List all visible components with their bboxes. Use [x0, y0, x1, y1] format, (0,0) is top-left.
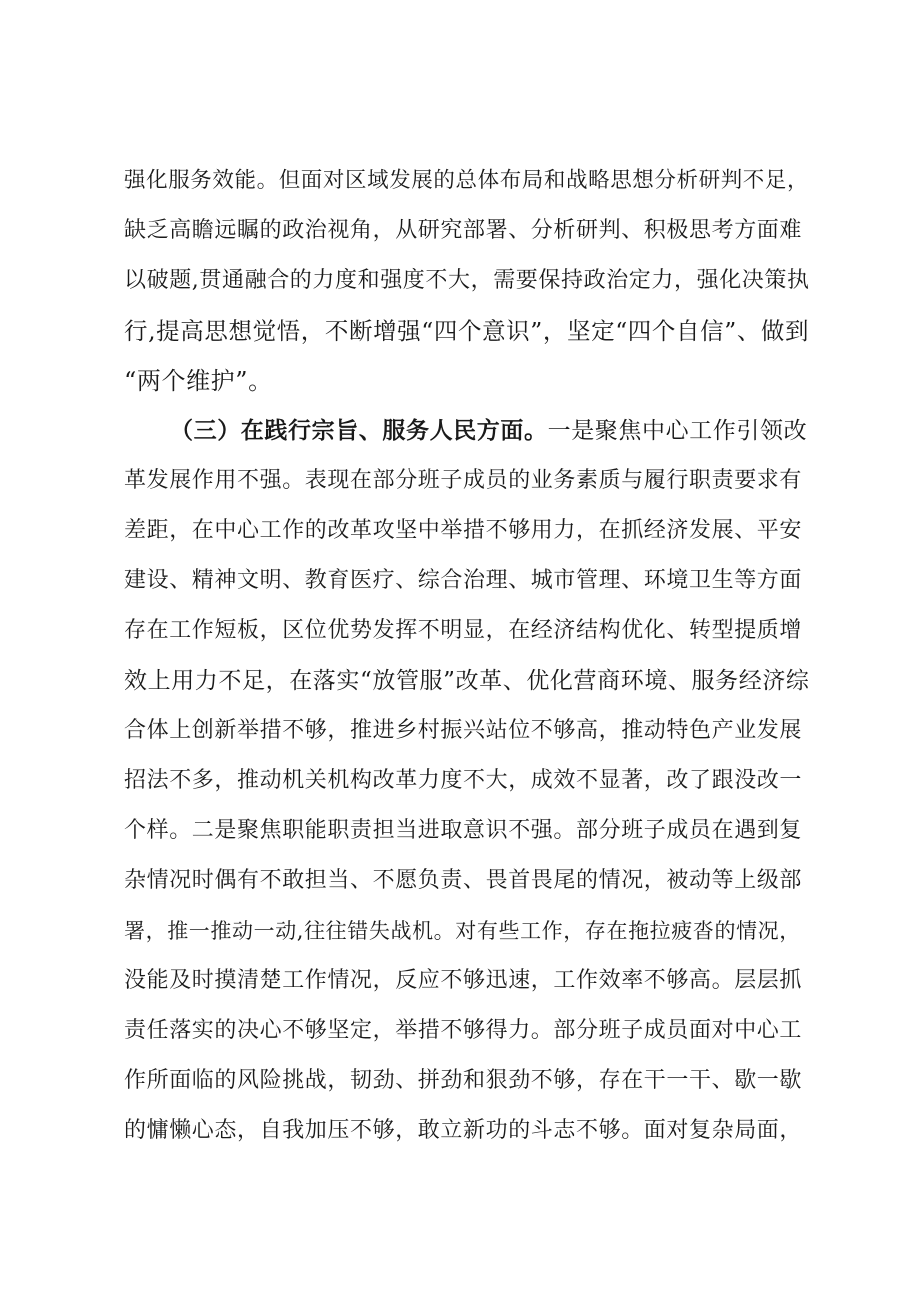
text-span: 一是聚焦中心工作引领改 [547, 418, 808, 444]
text-line: 缺乏高瞻远瞩的政治视角，从研究部署、分析研判、积极思考方面难 [124, 218, 803, 243]
text-line: 革发展作用不强。表现在部分班子成员的业务素质与履行职责要求有 [124, 468, 803, 493]
text-line: 差距，在中心工作的改革攻坚中举措不够用力，在抓经济发展、平安 [124, 518, 803, 543]
text-line: 没能及时摸清楚工作情况，反应不够迅速，工作效率不够高。层层抓 [124, 968, 803, 993]
text-line: 杂情况时偶有不敢担当、不愿负责、畏首畏尾的情况，被动等上级部 [124, 868, 803, 893]
text-line: “两个维护”。 [124, 367, 273, 395]
paragraph-first-line [170, 416, 807, 446]
text-line: 存在工作短板，区位优势发挥不明显，在经济结构优化、转型提质增 [124, 618, 803, 643]
text-line: 行,提高思想觉悟，不断增强“四个意识”，坚定“四个自信”、做到 [124, 317, 810, 345]
text-line: 强化服务效能。但面对区域发展的总体布局和战略思想分析研判不足， [124, 168, 810, 193]
text-line: 的慵懒心态，自我加压不够，敢立新功的斗志不够。面对复杂局面， [124, 1118, 803, 1143]
text-line: 招法不多，推动机关机构改革力度不大，成效不显著，改了跟没改一 [124, 768, 803, 793]
text-line: 效上用力不足，在落实“放管服”改革、优化营商环境、服务经济综 [124, 668, 810, 694]
text-line: 合体上创新举措不够，推进乡村振兴站位不够高，推动特色产业发展 [124, 718, 803, 743]
section-heading: （三）在践行宗旨、服务人民方面。 [170, 417, 548, 444]
text-line: 署，推一推动一动,往往错失战机。对有些工作，存在拖拉疲沓的情况， [124, 919, 801, 943]
text-line: 以破题,贯通融合的力度和强度不大，需要保持政治定力，强化决策执 [124, 268, 810, 293]
text-line: 作所面临的风险挑战，韧劲、拼劲和狠劲不够，存在干一干、歇一歇 [124, 1068, 803, 1093]
text-line: 责任落实的决心不够坚定，举措不够得力。部分班子成员面对中心工 [124, 1018, 803, 1043]
text-line: 个样。二是聚焦职能职责担当进取意识不强。部分班子成员在遇到复 [124, 818, 803, 843]
text-line: 建设、精神文明、教育医疗、综合治理、城市管理、环境卫生等方面 [124, 568, 803, 593]
